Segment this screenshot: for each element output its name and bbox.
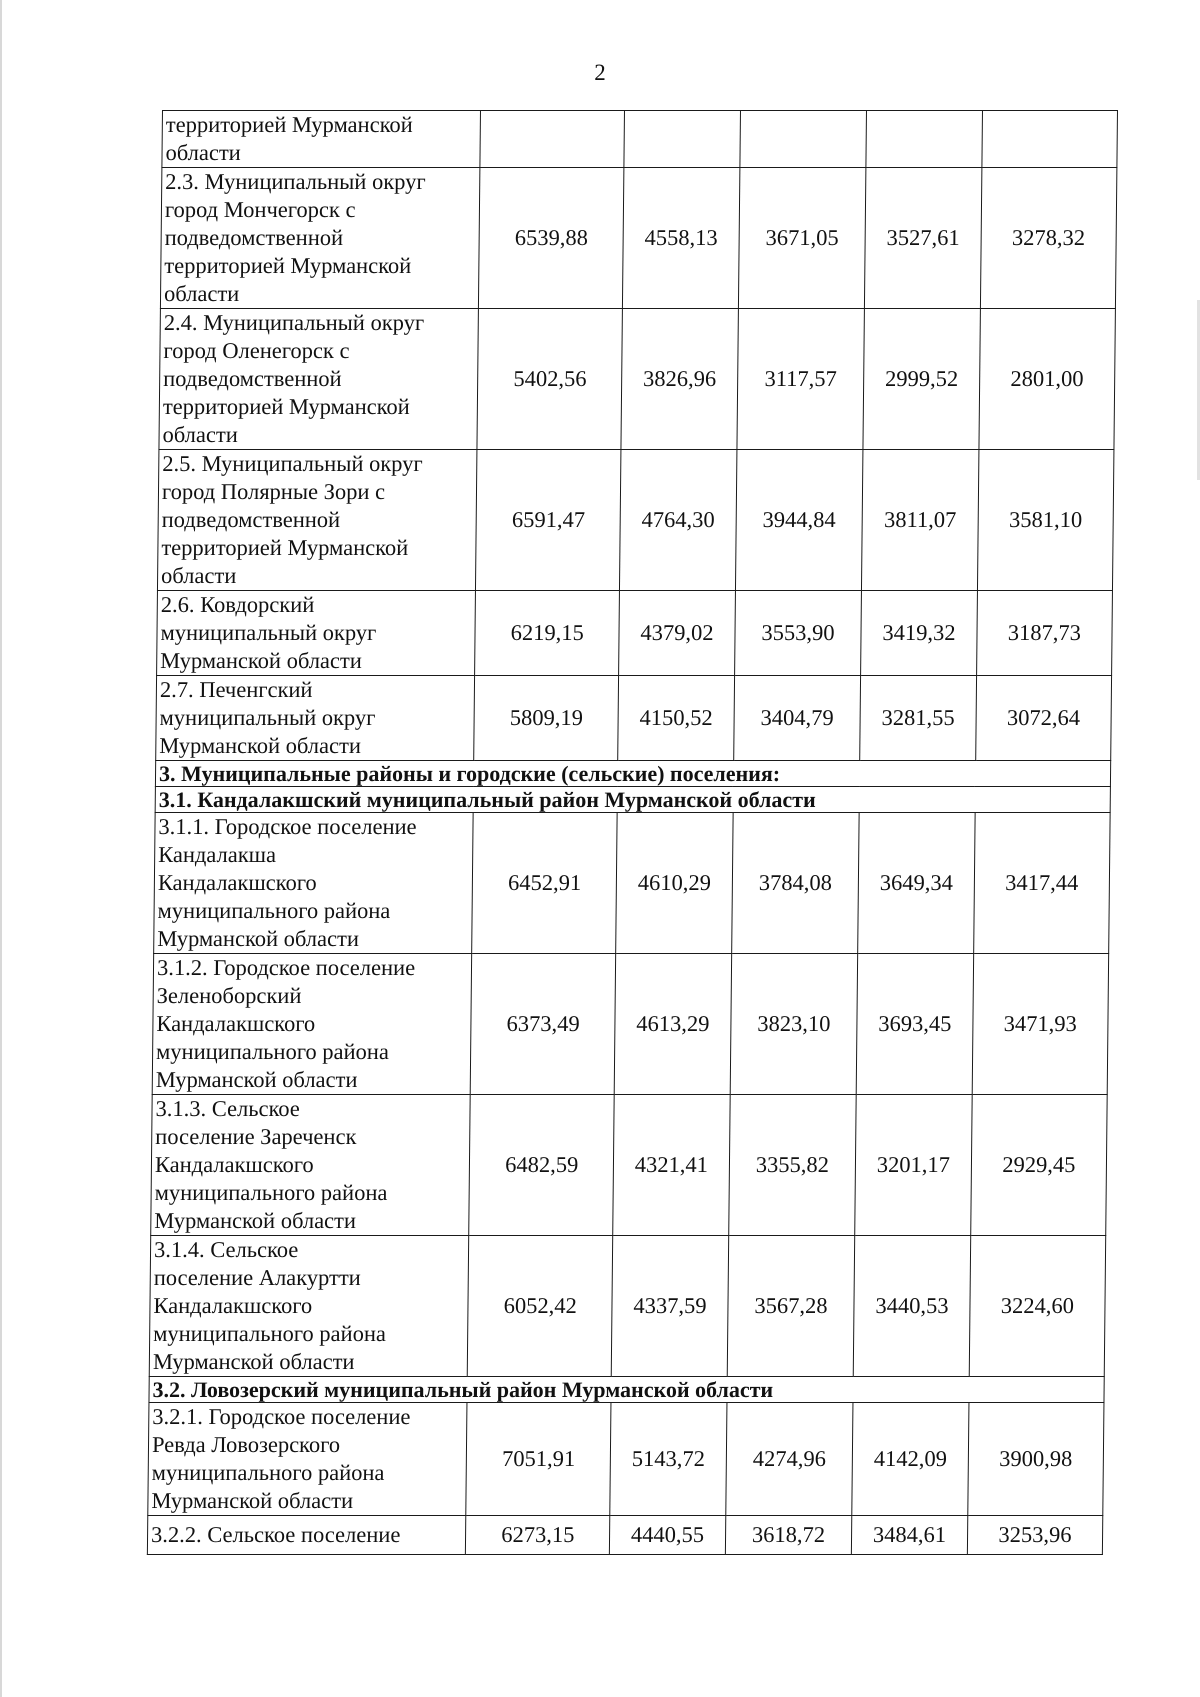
- value-cell: 6219,15: [475, 591, 620, 676]
- row-label: территорией Мурманской области: [162, 111, 481, 168]
- value-cell: 3693,45: [856, 954, 973, 1095]
- table-row: [162, 111, 1118, 168]
- row-label: 3.1.1. Городское поселение Кандалакша Кандалакшского муниципального района Мурманской области: [154, 813, 474, 954]
- table-row: [160, 168, 1116, 309]
- value-cell: [480, 111, 624, 168]
- value-cell: 4764,30: [620, 450, 737, 591]
- value-cell: 3581,10: [977, 450, 1114, 591]
- table-row: [147, 1516, 1102, 1555]
- table-row: [149, 1236, 1105, 1377]
- document-sheet: [147, 110, 1118, 1555]
- value-cell: 6591,47: [476, 450, 621, 591]
- value-cell: 3826,96: [621, 309, 738, 450]
- table-row: [148, 1403, 1104, 1516]
- value-cell: 3404,79: [733, 676, 860, 761]
- value-cell: 4321,41: [613, 1095, 730, 1236]
- section-row: [149, 1377, 1104, 1403]
- value-cell: 3355,82: [728, 1095, 856, 1236]
- section-heading: 3.2. Ловозерский муниципальный район Мурманской области: [149, 1377, 1104, 1403]
- value-cell: 4613,29: [614, 954, 731, 1095]
- value-cell: 6539,88: [479, 168, 624, 309]
- value-cell: 2929,45: [970, 1095, 1107, 1236]
- value-cell: 3823,10: [730, 954, 858, 1095]
- value-cell: 3649,34: [858, 813, 975, 954]
- value-cell: 6052,42: [468, 1236, 613, 1377]
- value-cell: 3527,61: [865, 168, 982, 309]
- value-cell: 3253,96: [967, 1516, 1103, 1555]
- table-row: [157, 591, 1113, 676]
- value-cell: 4558,13: [623, 168, 740, 309]
- value-cell: 5809,19: [474, 676, 619, 761]
- table-row: [154, 813, 1110, 954]
- value-cell: 4337,59: [611, 1236, 728, 1377]
- value-cell: 3201,17: [855, 1095, 972, 1236]
- row-label: 2.7. Печенгский муниципальный округ Мурманской области: [156, 676, 475, 761]
- value-cell: 4150,52: [618, 676, 734, 761]
- value-cell: 3811,07: [862, 450, 979, 591]
- row-label: 2.4. Муниципальный округ город Оленегорск с подведомственной территорией Мурманской области: [159, 309, 479, 450]
- table-row: [159, 309, 1115, 450]
- value-cell: 2999,52: [863, 309, 980, 450]
- section-heading: 3. Муниципальные районы и городские (сельские) поселения:: [155, 761, 1110, 787]
- row-label: 2.5. Муниципальный округ город Полярные Зори с подведомственной территорией Мурманской области: [157, 450, 477, 591]
- value-cell: 6452,91: [472, 813, 617, 954]
- value-cell: 3281,55: [860, 676, 976, 761]
- value-cell: 3187,73: [976, 591, 1112, 676]
- value-cell: 7051,91: [466, 1403, 611, 1516]
- value-cell: 3440,53: [853, 1236, 970, 1377]
- section-row: [155, 761, 1110, 787]
- value-cell: 3417,44: [973, 813, 1110, 954]
- table-row: [152, 954, 1108, 1095]
- value-cell: 6373,49: [471, 954, 616, 1095]
- row-label: 3.1.4. Сельское поселение Алакуртти Кандалакшского муниципального района Мурманской области: [149, 1236, 469, 1377]
- table-row: [156, 676, 1112, 761]
- page-number: 2: [594, 60, 606, 85]
- row-label: 3.2.1. Городское поселение Ревда Ловозерского муниципального района Мурманской области: [148, 1403, 468, 1516]
- value-cell: 3419,32: [861, 591, 977, 676]
- value-cell: 4610,29: [616, 813, 733, 954]
- value-cell: 3072,64: [975, 676, 1111, 761]
- row-label: 3.2.2. Сельское поселение: [147, 1516, 466, 1555]
- value-cell: 5402,56: [477, 309, 622, 450]
- value-cell: [740, 111, 867, 168]
- tariff-table: [147, 110, 1118, 1555]
- scan-edge-left: [0, 0, 2, 1697]
- table-body: [147, 111, 1117, 1555]
- value-cell: 3567,28: [727, 1236, 855, 1377]
- value-cell: 3784,08: [731, 813, 859, 954]
- value-cell: 6273,15: [466, 1516, 610, 1555]
- value-cell: 6482,59: [469, 1095, 614, 1236]
- value-cell: 3553,90: [734, 591, 861, 676]
- table-row: [151, 1095, 1107, 1236]
- value-cell: [624, 111, 740, 168]
- value-cell: 4379,02: [619, 591, 735, 676]
- row-label: 2.3. Муниципальный округ город Мончегорск с подведомственной территорией Мурманской области: [160, 168, 480, 309]
- value-cell: [866, 111, 982, 168]
- value-cell: 3900,98: [968, 1403, 1104, 1516]
- value-cell: 2801,00: [979, 309, 1116, 450]
- value-cell: 4274,96: [726, 1403, 854, 1516]
- value-cell: 3484,61: [852, 1516, 968, 1555]
- value-cell: 4440,55: [610, 1516, 726, 1555]
- row-label: 2.6. Ковдорский муниципальный округ Мурманской области: [157, 591, 476, 676]
- section-heading: 3.1. Кандалакшский муниципальный район Мурманской области: [155, 787, 1110, 813]
- row-label: 3.1.3. Сельское поселение Зареченск Кандалакшского муниципального района Мурманской области: [151, 1095, 471, 1236]
- value-cell: 4142,09: [852, 1403, 969, 1516]
- value-cell: 3671,05: [738, 168, 866, 309]
- value-cell: 3224,60: [969, 1236, 1106, 1377]
- value-cell: [982, 111, 1118, 168]
- value-cell: 3278,32: [980, 168, 1117, 309]
- value-cell: 3944,84: [735, 450, 863, 591]
- table-row: [157, 450, 1113, 591]
- section-row: [155, 787, 1110, 813]
- value-cell: 3618,72: [725, 1516, 852, 1555]
- value-cell: 3117,57: [737, 309, 865, 450]
- value-cell: 3471,93: [972, 954, 1109, 1095]
- row-label: 3.1.2. Городское поселение Зеленоборский Кандалакшского муниципального района Мурманской области: [152, 954, 472, 1095]
- value-cell: 5143,72: [610, 1403, 727, 1516]
